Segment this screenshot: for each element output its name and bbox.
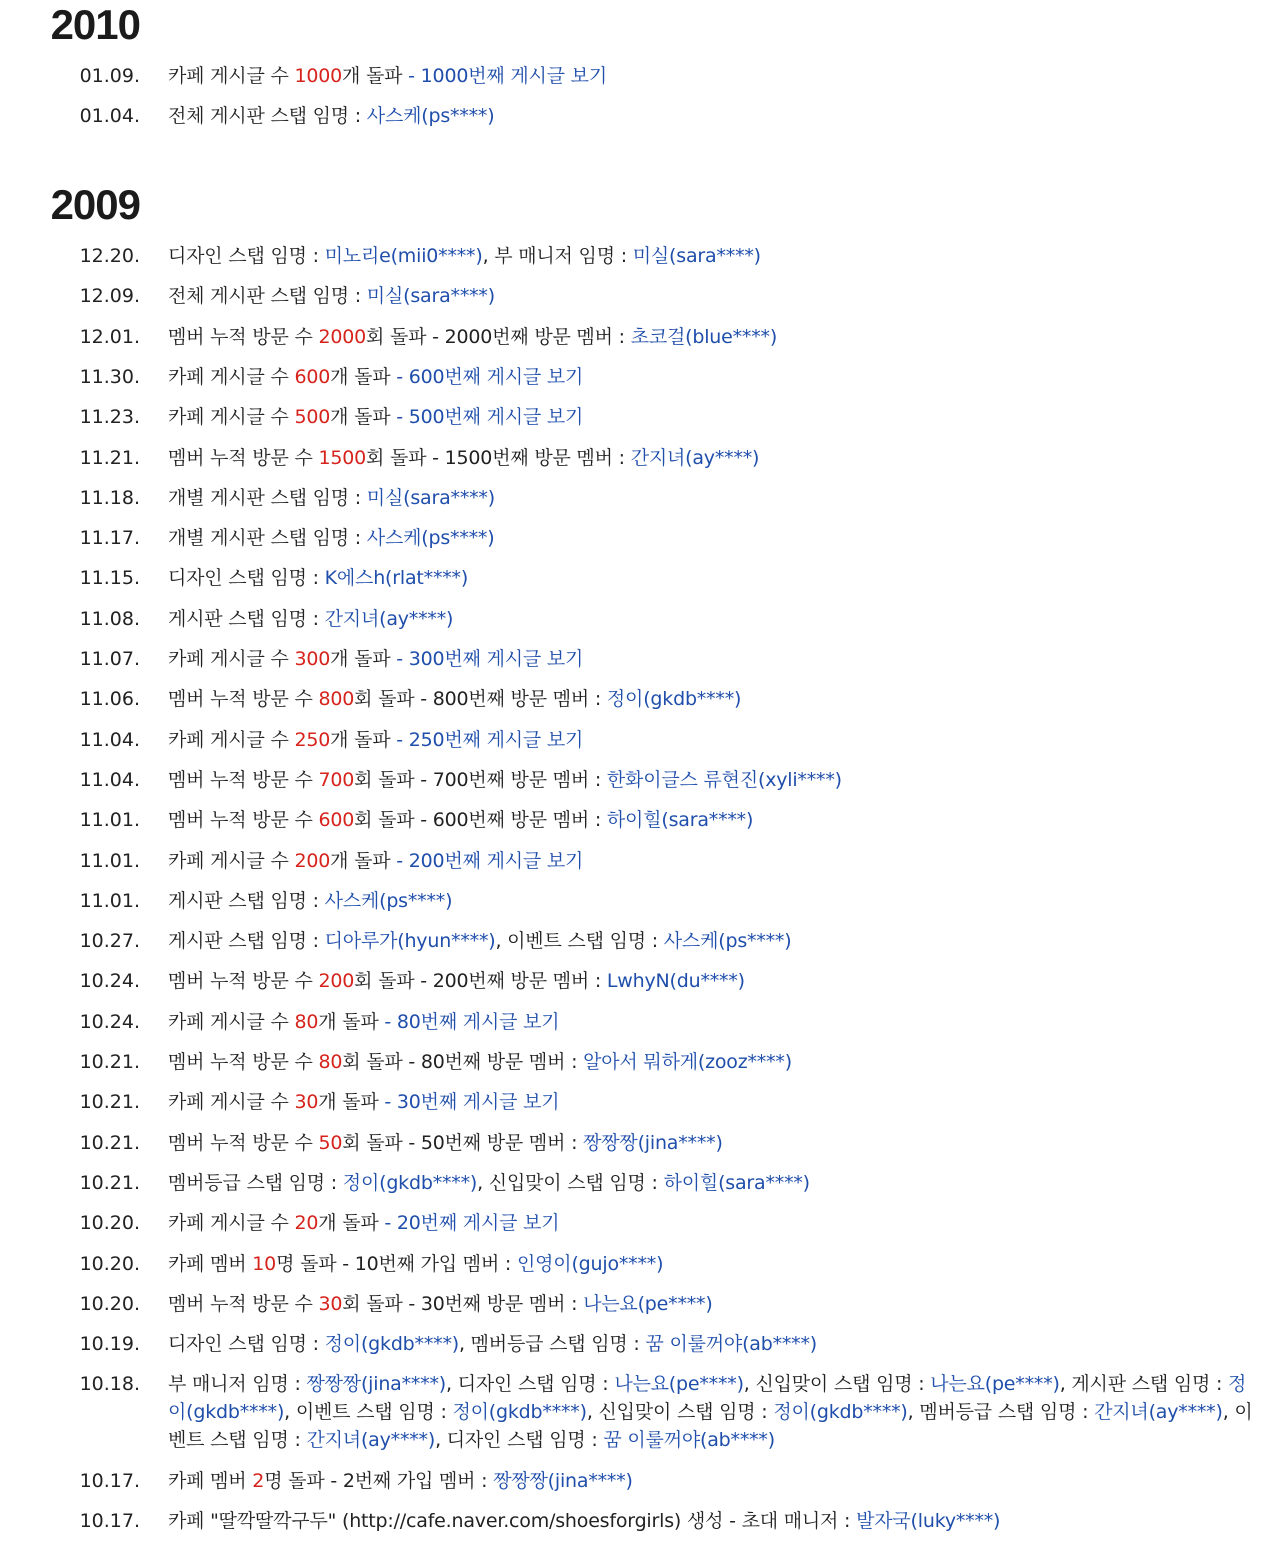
entry-date: 10.21. [79,1131,140,1154]
entry-text: 카페 게시글 수 [168,406,295,429]
entry-date: 10.17. [79,1469,140,1492]
entry-text: , 신입맞이 스탭 임명 : [743,1373,931,1396]
entry-text: 카페 게시글 수 [168,648,295,670]
member-or-post-link[interactable]: 꿈 이룰꺼야(ab****) [603,1429,775,1452]
entry-text: 카페 게시글 수 [168,849,295,872]
entry-text: , 부 매니저 임명 : [482,245,633,267]
entry-date: 12.01. [79,325,140,348]
entry-text: 멤버 누적 방문 수 [168,1292,319,1315]
member-or-post-link[interactable]: 정이(gkdb****) [324,1333,459,1356]
member-or-post-link[interactable]: 미실(sara****) [366,486,495,509]
entry-date: 10.21. [79,1051,140,1073]
entry-description [168,403,1258,431]
member-or-post-link[interactable]: 꿈 이룰꺼야(ab****) [645,1333,817,1356]
member-or-post-link[interactable]: 미실(sara****) [366,285,495,308]
milestone-count: 20 [294,1212,319,1235]
member-or-post-link[interactable]: - 30번째 게시글 보기 [384,1091,560,1114]
entry-date: 11.01. [79,849,140,872]
milestone-count: 600 [318,809,355,832]
entry-text: , 이벤트 스탭 임명 : [495,930,664,953]
entry-date: 11.23. [79,406,140,429]
entry-text: 멤버 누적 방문 수 [168,768,319,791]
milestone-count: 200 [318,970,355,993]
entry-description [168,1169,1258,1197]
entry-text: , 멤버등급 스탭 임명 : [458,1333,646,1356]
entry-text: 개 돌파 [318,1010,385,1033]
member-or-post-link[interactable]: 하이힐(sara****) [606,809,754,832]
milestone-count: 10 [252,1252,277,1275]
milestone-count: 2 [252,1469,265,1492]
member-or-post-link[interactable]: - 500번째 게시글 보기 [396,406,584,429]
entry-text: 회 돌파 - 1500번째 방문 멤버 : [366,446,631,469]
member-or-post-link[interactable]: 정이(gkdb****) [452,1401,587,1424]
entry-text: 멤버 누적 방문 수 [168,1051,319,1073]
entry-description [168,1088,1258,1116]
entry-date: 11.17. [79,527,140,550]
entry-description [168,927,1258,955]
member-or-post-link[interactable]: - 1000번째 게시글 보기 [408,65,607,87]
entry-date: 10.20. [79,1292,140,1315]
entry-text: , 디자인 스탭 임명 : [435,1429,604,1452]
milestone-count: 30 [318,1292,343,1315]
entry-text: , 신입맞이 스탭 임명 : [477,1171,664,1194]
entry-description [168,62,1258,90]
entry-description [168,444,1258,472]
entry-text: 회 돌파 - 200번째 방문 멤버 : [354,970,607,993]
entry-description [168,605,1258,633]
entry-date: 01.09. [79,65,140,87]
milestone-count: 1500 [318,446,366,469]
entry-description [168,1209,1258,1237]
entry-description [168,847,1258,875]
member-or-post-link[interactable]: - 600번째 게시글 보기 [396,365,584,388]
member-or-post-link[interactable]: 간지녀(ay****) [1094,1401,1223,1424]
milestone-count: 200 [294,849,331,872]
member-or-post-link[interactable]: - 250번째 게시글 보기 [396,728,584,751]
milestone-count: 80 [294,1010,319,1033]
member-or-post-link[interactable]: 간지녀(ay****) [306,1429,436,1452]
entry-text: 명 돌파 - 2번째 가입 멤버 : [264,1469,494,1492]
entry-date: 10.18. [79,1373,140,1396]
entry-date: 10.19. [79,1333,140,1356]
entry-description [168,484,1258,512]
member-or-post-link[interactable]: 한화이글스 류현진(xyli****) [606,768,842,791]
member-or-post-link[interactable]: - 200번째 게시글 보기 [396,849,584,872]
entry-text: 카페 "딸깍딸깍구두" (http://cafe.naver.com/shoesforgirls) 생성 - 초대 매니저 : [168,1510,857,1532]
member-or-post-link[interactable]: 미실(sara****) [632,245,761,267]
member-or-post-link[interactable]: 발자국(luky****) [856,1510,1001,1532]
member-or-post-link[interactable]: 정이(gkdb****) [606,688,742,711]
entry-date: 11.21. [79,446,140,469]
entry-date: 11.07. [79,648,140,670]
entry-description [168,1129,1258,1157]
entry-text: 멤버 누적 방문 수 [168,809,319,832]
entry-text: 개별 게시판 스탭 임명 : [168,486,367,509]
entry-text: 디자인 스탭 임명 : [168,567,325,590]
member-or-post-link[interactable]: 사스케(ps****) [366,105,495,128]
member-or-post-link[interactable]: 나는요(pe****) [930,1373,1060,1396]
entry-text: 회 돌파 - 80번째 방문 멤버 : [342,1051,584,1073]
entry-text: 회 돌파 - 800번째 방문 멤버 : [354,688,607,711]
entry-description [168,685,1258,713]
entry-text: 개 돌파 [330,406,397,429]
member-or-post-link[interactable]: 짱짱짱(jina****) [306,1373,447,1396]
entry-description [168,242,1258,270]
entry-date: 11.01. [79,889,140,912]
entry-text: 게시판 스탭 임명 : [168,607,325,630]
member-or-post-link[interactable]: 간지녀(ay****) [324,607,454,630]
milestone-count: 500 [294,406,331,429]
milestone-count: 800 [318,688,355,711]
entry-text: 개 돌파 [330,849,397,872]
member-or-post-link[interactable]: LwhyN(du****) [606,970,745,993]
member-or-post-link[interactable]: 정이(gkdb****) [168,1373,1247,1424]
entry-date: 11.04. [79,728,140,751]
entry-date: 11.15. [79,567,140,590]
member-or-post-link[interactable]: 나는요(pe****) [583,1292,713,1315]
milestone-count: 2000 [318,325,366,348]
entry-date: 10.27. [79,930,140,953]
entry-text: 디자인 스탭 임명 : [168,245,325,267]
entry-date: 12.20. [79,245,140,267]
entry-text: 카페 게시글 수 [168,365,295,388]
entry-date: 10.20. [79,1212,140,1235]
member-or-post-link[interactable]: - 20번째 게시글 보기 [384,1212,560,1235]
entry-date: 10.24. [79,970,140,993]
entry-description [168,363,1258,391]
entry-text: 멤버 누적 방문 수 [168,970,319,993]
entry-text: 전체 게시판 스탭 임명 : [168,105,367,128]
entry-date: 12.09. [79,285,140,308]
milestone-count: 250 [294,728,331,751]
year-heading: 2009 [50,181,140,228]
entry-text: 카페 게시글 수 [168,1212,295,1235]
entry-text: 게시판 스탭 임명 : [168,930,325,953]
entry-date: 11.30. [79,365,140,388]
milestone-count: 300 [294,648,331,670]
entry-date: 11.08. [79,607,140,630]
milestone-count: 50 [318,1131,343,1154]
member-or-post-link[interactable]: 정이(gkdb****) [342,1171,478,1194]
milestone-count: 600 [294,365,331,388]
entry-date: 10.21. [79,1091,140,1114]
entry-description [168,645,1258,673]
member-or-post-link[interactable]: 짱짱짱(jina****) [583,1131,723,1154]
entry-text: , 게시판 스탭 임명 : [1059,1373,1229,1396]
entry-date: 11.01. [79,809,140,832]
entry-description [168,1330,1258,1358]
member-or-post-link[interactable]: 디아루가(hyun****) [324,930,496,953]
member-or-post-link[interactable]: 하이힐(sara****) [663,1171,810,1194]
year-heading: 2010 [50,1,140,48]
entry-description [168,564,1258,592]
entry-date: 10.20. [79,1252,140,1275]
member-or-post-link[interactable]: 알아서 뭐하게(zooz****) [583,1051,792,1073]
entry-description [168,806,1258,834]
member-or-post-link[interactable]: 사스케(ps****) [366,527,495,550]
entry-description [168,1048,1258,1076]
entry-text: 개 돌파 [342,65,409,87]
entry-description [168,1370,1258,1454]
entry-text: 개 돌파 [318,1212,385,1235]
entry-description [168,1467,1258,1495]
entry-description [168,282,1258,310]
member-or-post-link[interactable]: 사스케(ps****) [324,889,453,912]
member-or-post-link[interactable]: 정이(gkdb****) [773,1401,908,1424]
entry-date: 11.18. [79,486,140,509]
entry-text: 회 돌파 - 30번째 방문 멤버 : [342,1292,584,1315]
milestone-count: 80 [318,1051,343,1073]
entry-text: 멤버 누적 방문 수 [168,1131,319,1154]
entry-text: 멤버등급 스탭 임명 : [168,1171,343,1194]
milestone-count: 1000 [294,65,343,87]
entry-description [168,726,1258,754]
entry-text: 게시판 스탭 임명 : [168,889,325,912]
entry-description [168,766,1258,794]
entry-description [168,1008,1258,1036]
entry-text: 멤버 누적 방문 수 [168,446,319,469]
entry-text: 카페 게시글 수 [168,728,295,751]
entry-date: 10.24. [79,1010,140,1033]
entry-description [168,524,1258,552]
entry-date: 11.04. [79,768,140,791]
entry-date: 10.21. [79,1171,140,1194]
entry-text: 전체 게시판 스탭 임명 : [168,285,367,308]
entry-description [168,102,1258,130]
entry-text: 카페 게시글 수 [168,1010,295,1033]
entry-text: , 이벤트 스탭 임명 : [168,1401,1253,1452]
entry-text: 회 돌파 - 50번째 방문 멤버 : [342,1131,584,1154]
member-or-post-link[interactable]: 간지녀(ay****) [630,446,760,469]
entry-text: 디자인 스탭 임명 : [168,1333,325,1356]
entry-text: 카페 게시글 수 [168,65,295,87]
entry-text: 개 돌파 [318,1091,385,1114]
member-or-post-link[interactable]: 나는요(pe****) [614,1373,744,1396]
entry-text: 카페 멤버 [168,1469,253,1492]
member-or-post-link[interactable]: 사스케(ps****) [663,930,792,953]
entry-text: , 멤버등급 스탭 임명 : [907,1401,1095,1424]
entry-text: 개 돌파 [330,728,397,751]
entry-description [168,323,1258,351]
entry-description [168,967,1258,995]
entry-description [168,1250,1258,1278]
entry-text: 회 돌파 - 600번째 방문 멤버 : [354,809,607,832]
entry-text: 카페 멤버 [168,1252,253,1275]
entry-date: 10.17. [79,1510,140,1532]
entry-text: 회 돌파 - 700번째 방문 멤버 : [354,768,607,791]
entry-date: 01.04. [79,105,140,128]
entry-text: 회 돌파 - 2000번째 방문 멤버 : [366,325,631,348]
member-or-post-link[interactable]: - 300번째 게시글 보기 [396,648,584,670]
entry-description [168,1507,1258,1535]
entry-description [168,1290,1258,1318]
entry-text: 개 돌파 [330,648,397,670]
entry-text: 부 매니저 임명 : [168,1373,307,1396]
member-or-post-link[interactable]: - 80번째 게시글 보기 [384,1010,560,1033]
member-or-post-link[interactable]: 초코걸(blue****) [630,325,778,348]
entry-text: 멤버 누적 방문 수 [168,325,319,348]
entry-text: , 신입맞이 스탭 임명 : [586,1401,774,1424]
member-or-post-link[interactable]: 인영이(gujo****) [516,1252,664,1275]
entry-date: 11.06. [79,688,140,711]
member-or-post-link[interactable]: 짱짱짱(jina****) [493,1469,633,1492]
entry-text: , 이벤트 스탭 임명 : [284,1401,453,1424]
entry-text: 카페 게시글 수 [168,1091,295,1114]
entry-text: 개별 게시판 스탭 임명 : [168,527,367,550]
entry-description [168,887,1258,915]
milestone-count: 30 [294,1091,319,1114]
entry-text: 개 돌파 [330,365,397,388]
entry-text: , 디자인 스탭 임명 : [446,1373,615,1396]
milestone-count: 700 [318,768,355,791]
entry-text: 명 돌파 - 10번째 가입 멤버 : [276,1252,517,1275]
member-or-post-link[interactable]: K에스h(rlat****) [324,567,469,590]
entry-text: 멤버 누적 방문 수 [168,688,319,711]
member-or-post-link[interactable]: 미노리e(mii0****) [324,245,483,267]
